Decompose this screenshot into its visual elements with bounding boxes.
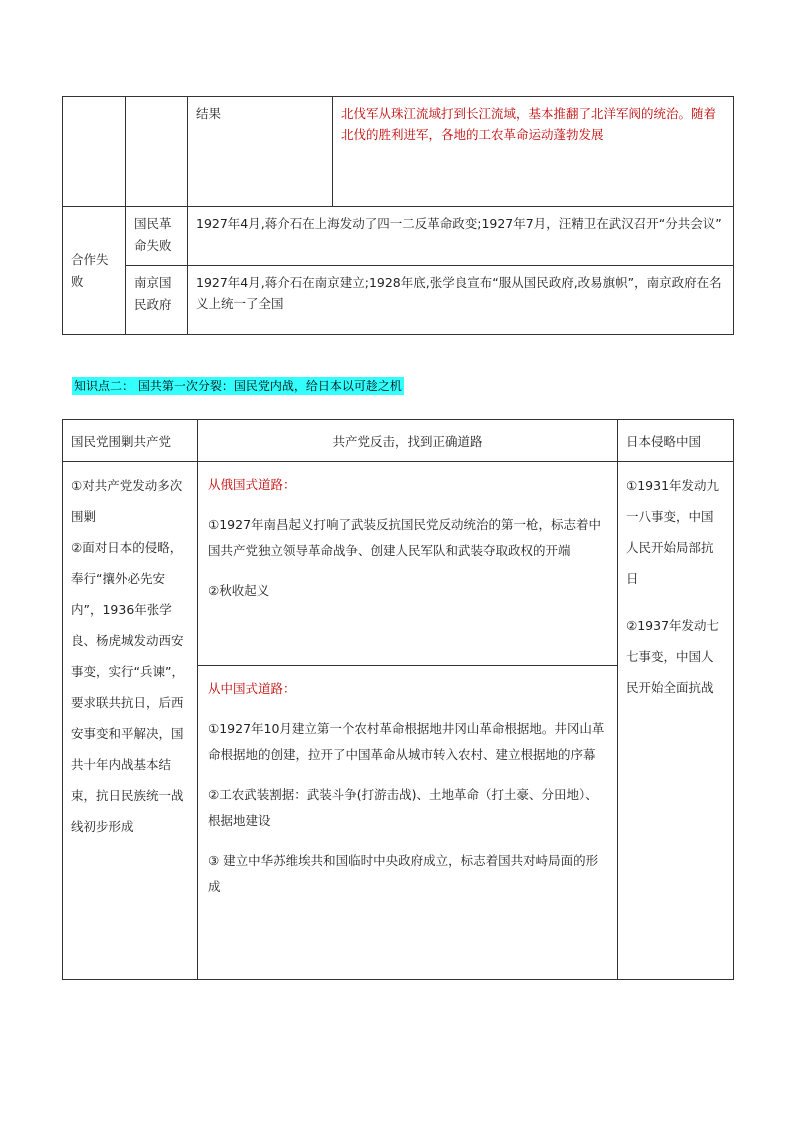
- list-item: ①1927年南昌起义打响了武装反抗国民党反动统治的第一枪，标志着中国共产党独立领导革命战争、创建人民军队和武装夺取政权的开端: [208, 517, 602, 558]
- russian-road-title: 从俄国式道路：: [208, 477, 296, 492]
- list-item: ②工农武装割据：武装斗争(打游击战)、土地革命（打土豪、分田地）、根据地建设: [208, 787, 598, 828]
- russian-road-block: [198, 462, 617, 665]
- header-cell: 日本侵略中国: [618, 420, 734, 462]
- list-item: ①对共产党发动多次围剿: [71, 478, 183, 524]
- row-label: 国民革命失败: [126, 207, 188, 266]
- header-cell: 国民党围剿共产党: [63, 420, 198, 462]
- result-text: 北伐军从珠江流域打到长江流域，基本推翻了北洋军阀的统治。随着北伐的胜利进军，各地的工农革命运动蓬勃发展: [333, 97, 734, 207]
- row-text: 1927年4月,蒋介石在上海发动了四一二反革命政变;1927年7月，汪精卫在武汉召开“分共会议”: [188, 207, 734, 266]
- row-label: 南京国民政府: [126, 266, 188, 335]
- empty-cell: [126, 97, 188, 207]
- history-table-2: [62, 419, 734, 980]
- history-table-1: [62, 96, 734, 335]
- empty-cell: [63, 97, 126, 207]
- cpc-column: [198, 462, 618, 980]
- list-item: ②1937年发动七七事变，中国人民开始全面抗战: [626, 618, 720, 695]
- group-label: 合作失败: [63, 207, 126, 335]
- chinese-road-title: 从中国式道路：: [208, 681, 296, 696]
- knowledge-point-heading: 知识点二： 国共第一次分裂：国民党内战，给日本以可趁之机: [74, 379, 402, 393]
- kmt-column: [63, 462, 198, 980]
- row-text: 1927年4月,蒋介石在南京建立;1928年底,张学良宣布“服从国民政府,改易旗帜”，南京政府在名义上统一了全国: [188, 266, 734, 335]
- header-cell: 共产党反击，找到正确道路: [198, 420, 618, 462]
- list-item: ①1927年10月建立第一个农村革命根据地井冈山革命根据地。井冈山革命根据地的创建，拉开了中国革命从城市转入农村、建立根据地的序幕: [208, 721, 605, 762]
- list-item: ①1931年发动九一八事变，中国人民开始局部抗日: [626, 478, 720, 586]
- list-item: ②秋收起义: [208, 583, 270, 598]
- list-item: ②面对日本的侵略，奉行“攘外必先安内”，1936年张学良、杨虎城发动西安事变，实行“兵谏”，要求联共抗日，后西安事变和平解决，国共十年内战基本结束，抗日民族统一战线初步形成: [71, 540, 184, 834]
- chinese-road-block: [198, 665, 617, 910]
- japan-column: [618, 462, 734, 980]
- list-item: ③ 建立中华苏维埃共和国临时中央政府成立，标志着国共对峙局面的形成: [208, 853, 599, 894]
- result-label: 结果: [188, 97, 333, 207]
